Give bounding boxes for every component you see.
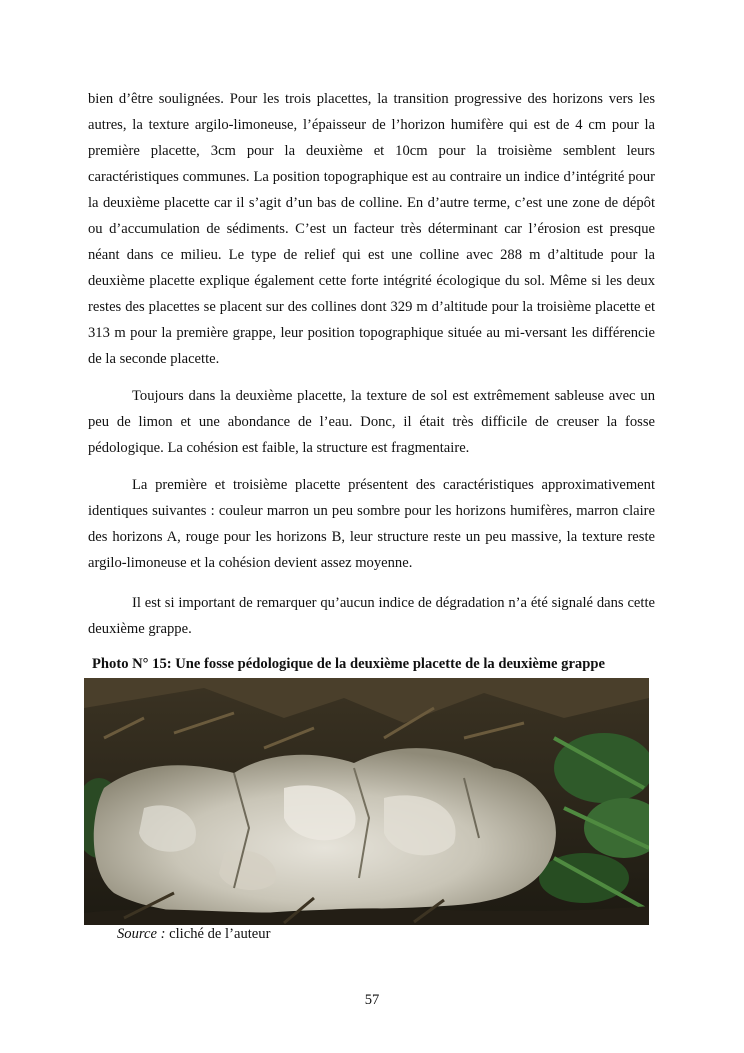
soil-pit-photo bbox=[84, 678, 649, 925]
paragraph-soil-horizons: bien d’être soulignées. Pour les trois placettes, la transition progressive des horizons vers les autres, la texture argilo-limoneuse, l’épaisseur de l’horizon humifère qui est de 4 cm pour la première placette, 3cm pour la deuxième et 10cm pour la troisième semblent leurs caractéristiques communes. La position topographique est au contraire un indice d’intégrité pour la deuxième placette car il s’agit d’un bas de colline. En d’autre terme, c’est une zone de dépôt ou d’accumulation de sédiments. C’est un facteur très déterminant car l’érosion est presque néant dans ce milieu. Le type de relief qui est une colline avec 288 m d’altitude pour la deuxième placette explique également cette forte intégrité écologique du sol. Même si les deux restes des placettes se placent sur des collines dont 329 m d’altitude pour la troisième placette et 313 m pour la première grappe, leur position topographique située au mi-versant les différencie de la seconde placette. bbox=[88, 91, 655, 367]
paragraph-sandy-texture: Toujours dans la deuxième placette, la texture de sol est extrêmement sableuse avec un peu de limon et une abondance de l’eau. Donc, il était très difficile de creuser la fosse pédologique. La cohésion est faible, la structure est fragmentaire. bbox=[88, 388, 655, 456]
source-text: cliché de l’auteur bbox=[165, 926, 271, 942]
paragraph-no-degradation: Il est si important de remarquer qu’aucun indice de dégradation n’a été signalé dans cette deuxième grappe. bbox=[88, 595, 655, 637]
soil-pit-illustration bbox=[84, 678, 649, 925]
photo-caption: Photo N° 15: Une fosse pédologique de la deuxième placette de la deuxième grappe bbox=[92, 656, 605, 672]
photo-source bbox=[117, 926, 270, 943]
paragraph-first-third-plots: La première et troisième placette présentent des caractéristiques approximativement identiques suivantes : couleur marron un peu sombre pour les horizons humifères, marron claire des horizons A, rouge pour les horizons B, leur structure reste un peu massive, la texture reste argilo-limoneuse et la cohésion devient assez moyenne. bbox=[88, 477, 655, 571]
page-number: 57 bbox=[364, 992, 380, 1008]
source-label: Source : bbox=[117, 926, 166, 942]
